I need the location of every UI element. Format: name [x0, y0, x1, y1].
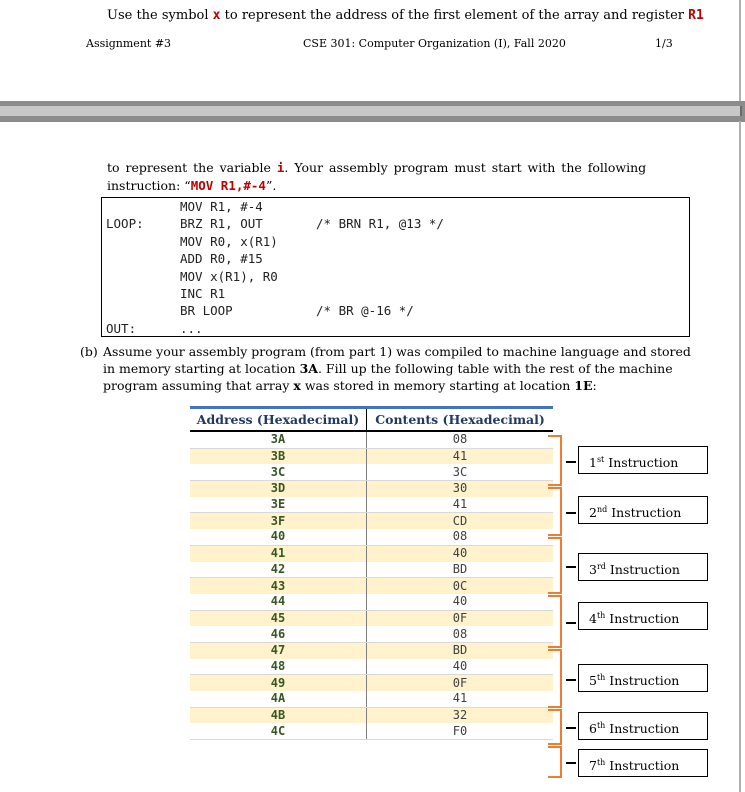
- address-cell: 47: [190, 642, 367, 658]
- contents-cell: 3C: [367, 464, 554, 480]
- code-instruction: INC R1: [180, 286, 226, 301]
- address-header: Address (Hexadecimal): [190, 408, 367, 432]
- bracket-connector: [566, 512, 576, 514]
- address-cell: 3C: [190, 464, 367, 480]
- contents-cell: BD: [367, 642, 554, 658]
- table-row: [190, 594, 553, 610]
- table-row: [190, 431, 553, 448]
- bracket-connector: [566, 679, 576, 681]
- table-row: [190, 448, 553, 464]
- instruction-label-box: 4th Instruction: [578, 602, 708, 630]
- course-label: CSE 301: Computer Organization (I), Fall 2020: [303, 37, 566, 50]
- variable-i: i: [276, 160, 285, 175]
- address-cell: 3E: [190, 497, 367, 513]
- table-row: [190, 723, 553, 739]
- contents-cell: 40: [367, 545, 554, 561]
- table-row: [190, 562, 553, 578]
- contents-cell: 41: [367, 691, 554, 707]
- address-cell: 45: [190, 610, 367, 626]
- part-b-line-2: in memory starting at location 3A. Fill up the following table with the rest of the machine: [103, 361, 673, 376]
- table-row: [190, 497, 553, 513]
- contents-cell: BD: [367, 562, 554, 578]
- assignment-label: Assignment #3: [86, 37, 172, 50]
- table-row: [190, 610, 553, 626]
- address-cell: 3B: [190, 448, 367, 464]
- contents-cell: CD: [367, 513, 554, 529]
- part-b-line-3: program assuming that array x was stored in memory starting at location 1E:: [103, 378, 597, 393]
- bracket-connector: [566, 622, 576, 624]
- code-instruction: BR LOOP: [180, 303, 233, 318]
- contents-header: Contents (Hexadecimal): [367, 408, 554, 432]
- address-cell: 46: [190, 626, 367, 642]
- contents-cell: 0C: [367, 578, 554, 594]
- instruction-bracket: [548, 537, 562, 594]
- address-cell: 40: [190, 529, 367, 545]
- address-cell: 49: [190, 675, 367, 691]
- contents-cell: 30: [367, 481, 554, 497]
- table-row: [190, 675, 553, 691]
- instruction-label-box: 5th Instruction: [578, 664, 708, 692]
- header-line: Use the symbol x to represent the address of the first element of the array and register R1: [107, 8, 704, 23]
- contents-cell: 0F: [367, 610, 554, 626]
- intro-line-2: instruction: “MOV R1,#-4”.: [107, 178, 277, 193]
- table-row: [190, 707, 553, 723]
- bracket-connector: [566, 727, 576, 729]
- table-row: [190, 626, 553, 642]
- x-symbol: x: [212, 8, 221, 23]
- address-cell: 4C: [190, 723, 367, 739]
- bracket-connector: [566, 566, 576, 568]
- code-comment: /* BRN R1, @13 */: [316, 216, 444, 231]
- contents-cell: 08: [367, 626, 554, 642]
- code-instruction: ...: [180, 321, 203, 336]
- instruction-label-box: 7th Instruction: [578, 749, 708, 777]
- table-row: [190, 529, 553, 545]
- page-edge: [739, 0, 741, 105]
- instruction-label-box: 2nd Instruction: [578, 496, 708, 524]
- contents-cell: 0F: [367, 675, 554, 691]
- table-row: [190, 464, 553, 480]
- address-cell: 3D: [190, 481, 367, 497]
- instruction-bracket: [548, 709, 562, 745]
- instruction-bracket: [548, 487, 562, 536]
- table-row: [190, 481, 553, 497]
- instruction-label-box: 6th Instruction: [578, 712, 708, 740]
- contents-cell: 40: [367, 659, 554, 675]
- start-instruction: MOV R1,#-4: [190, 178, 266, 193]
- instruction-bracket: [548, 435, 562, 486]
- instruction-bracket: [548, 595, 562, 648]
- address-cell: 48: [190, 659, 367, 675]
- table-row: [190, 691, 553, 707]
- table-row: [190, 578, 553, 594]
- address-cell: 3F: [190, 513, 367, 529]
- address-cell: 41: [190, 545, 367, 561]
- table-row: [190, 659, 553, 675]
- table-row: [190, 545, 553, 561]
- page-number: 1/3: [655, 37, 673, 50]
- intro-line-1: to represent the variable i. Your assembly program must start with the following: [107, 160, 647, 175]
- instruction-bracket: [548, 746, 562, 778]
- bracket-connector: [566, 762, 576, 764]
- contents-cell: 40: [367, 594, 554, 610]
- instruction-bracket: [548, 649, 562, 708]
- address-cell: 4B: [190, 707, 367, 723]
- table-row: [190, 642, 553, 658]
- register-name: R1: [688, 8, 704, 23]
- code-comment: /* BR @-16 */: [316, 303, 414, 318]
- address-cell: 44: [190, 594, 367, 610]
- address-cell: 4A: [190, 691, 367, 707]
- code-instruction: MOV x(R1), R0: [180, 269, 278, 284]
- code-instruction: MOV R1, #-4: [180, 199, 263, 214]
- contents-cell: 32: [367, 707, 554, 723]
- memory-table: [190, 406, 553, 740]
- code-instruction: ADD R0, #15: [180, 251, 263, 266]
- part-b-line-1: Assume your assembly program (from part 1) was compiled to machine language and stored: [103, 344, 691, 359]
- address-cell: 3A: [190, 431, 367, 448]
- address-cell: 43: [190, 578, 367, 594]
- code-instruction: BRZ R1, OUT: [180, 216, 263, 231]
- part-b-marker: (b): [80, 344, 98, 359]
- code-instruction: MOV R0, x(R1): [180, 234, 278, 249]
- bracket-connector: [566, 461, 576, 463]
- instruction-label-box: 1st Instruction: [578, 446, 708, 474]
- contents-cell: 41: [367, 497, 554, 513]
- code-label: LOOP:: [106, 216, 144, 231]
- contents-cell: 41: [367, 448, 554, 464]
- address-cell: 42: [190, 562, 367, 578]
- table-row: [190, 513, 553, 529]
- contents-cell: 08: [367, 529, 554, 545]
- page-break-inner: [0, 106, 742, 116]
- instruction-label-box: 3rd Instruction: [578, 553, 708, 581]
- contents-cell: F0: [367, 723, 554, 739]
- contents-cell: 08: [367, 431, 554, 448]
- code-label: OUT:: [106, 321, 137, 336]
- page-edge: [739, 121, 741, 792]
